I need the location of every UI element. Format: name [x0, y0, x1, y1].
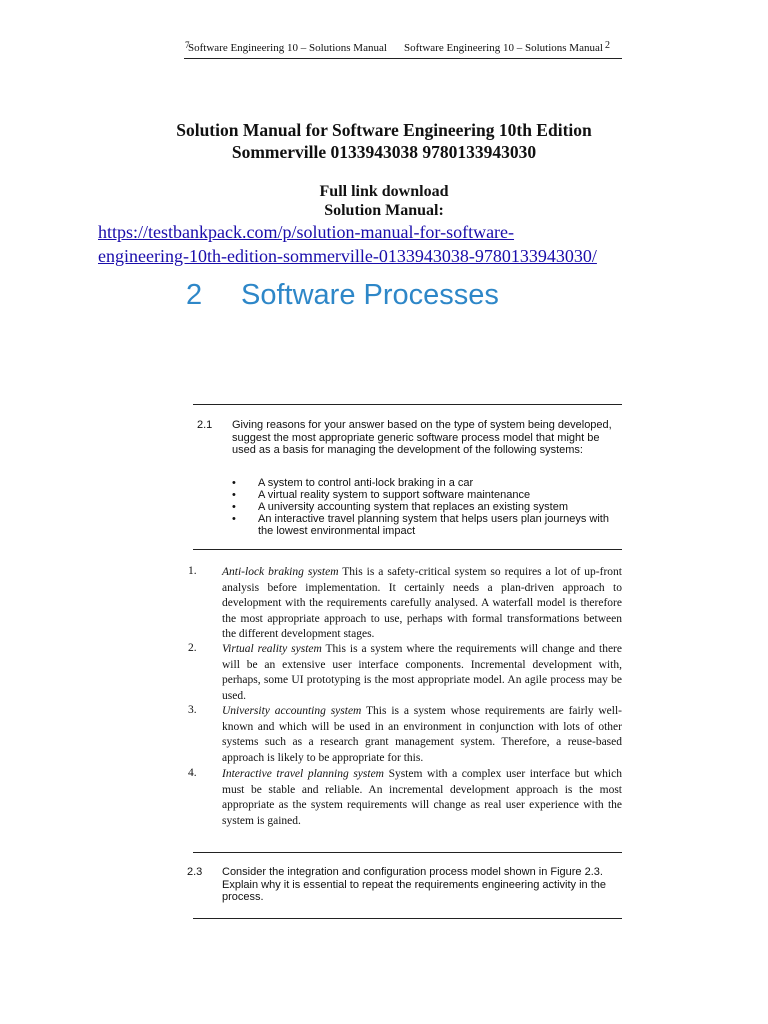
list-item: • A virtual reality system to support software maintenance — [232, 489, 531, 501]
list-item: • A system to control anti-lock braking in a car — [232, 477, 474, 489]
question-bottom-rule — [193, 918, 622, 919]
question-number: 2.1 — [197, 419, 213, 431]
answer-number: 3. — [188, 704, 197, 716]
download-heading: Full link download — [319, 183, 449, 200]
answer-paragraph: Interactive travel planning system System with a complex user interface but which must be stable and reliable. An incremental development approach is the most appropriate as the system requirements will change as real user experience with the system is gained. — [222, 768, 622, 827]
question-top-rule — [193, 404, 622, 405]
question-bottom-rule — [193, 549, 622, 550]
answer-number: 2. — [188, 642, 197, 654]
bullet-icon: • — [232, 489, 236, 501]
bullet-icon: • — [232, 501, 236, 513]
list-item: • An interactive travel planning system that helps users plan journeys with the lowest environmental impact — [232, 513, 609, 537]
question-text: Consider the integration and configuration process model shown in Figure 2.3. Explain why it is essential to repeat the requirements engineering activity in the process. — [222, 866, 606, 903]
question-text: Giving reasons for your answer based on the type of system being developed, suggest the most appropriate generic software process model that might be used as a basis for managing the development of the following systems: — [232, 419, 612, 456]
document-title-line2: Sommerville 0133943038 9780133943030 — [231, 142, 537, 162]
download-link-line2[interactable]: engineering-10th-edition-sommerville-0133943038-9780133943030/ — [98, 246, 597, 266]
download-link-line1[interactable]: https://testbankpack.com/p/solution-manual-for-software- — [98, 222, 515, 242]
page-number-left: 7 — [185, 40, 190, 50]
question-top-rule — [193, 852, 622, 853]
question-number: 2.3 — [187, 866, 203, 878]
page-number-right: 2 — [605, 40, 610, 51]
chapter-number: 2 — [186, 279, 203, 311]
download-subheading: Solution Manual: — [324, 202, 444, 219]
answer-number: 1. — [188, 565, 197, 577]
answer-number: 4. — [188, 767, 197, 779]
answer-paragraph: University accounting system This is a system whose requirements are fairly well-known and which will be used in an environment in conjunction with lots of other systems such as a research grant management system. Therefore, a reuse-based approach is likely to be appropriate for this. — [222, 705, 622, 764]
question-bullet-list — [232, 477, 618, 537]
answer-title: University accounting system — [222, 705, 362, 717]
chapter-title: Software Processes — [241, 279, 499, 311]
running-header-right: Software Engineering 10 – Solutions Manual — [404, 42, 603, 54]
answer-title: Interactive travel planning system — [222, 768, 384, 780]
answer-paragraph: Virtual reality system This is a system where the requirements will change and there will be an extensive user interface components. Incremental development with, perhaps, some UI prototyping is the most appropriate model. An agile process may be used. — [222, 643, 622, 702]
running-header-left: Software Engineering 10 – Solutions Manual — [188, 42, 387, 54]
bullet-icon: • — [232, 513, 236, 525]
answer-paragraph: Anti-lock braking system This is a safety-critical system so requires a lot of up-front analysis before implementation. It certainly needs a plan-driven approach to development with the requirements carefully analysed. A waterfall model is therefore the most appropriate approach to use, perhaps with formal transformations between the different development stages. — [222, 566, 622, 640]
document-title-line1: Solution Manual for Software Engineering 10th Edition — [176, 120, 592, 140]
answer-title: Virtual reality system — [222, 643, 322, 655]
bullet-icon: • — [232, 477, 236, 489]
header-rule — [184, 58, 622, 59]
answer-title: Anti-lock braking system — [222, 566, 339, 578]
list-item: • A university accounting system that replaces an existing system — [232, 501, 568, 513]
